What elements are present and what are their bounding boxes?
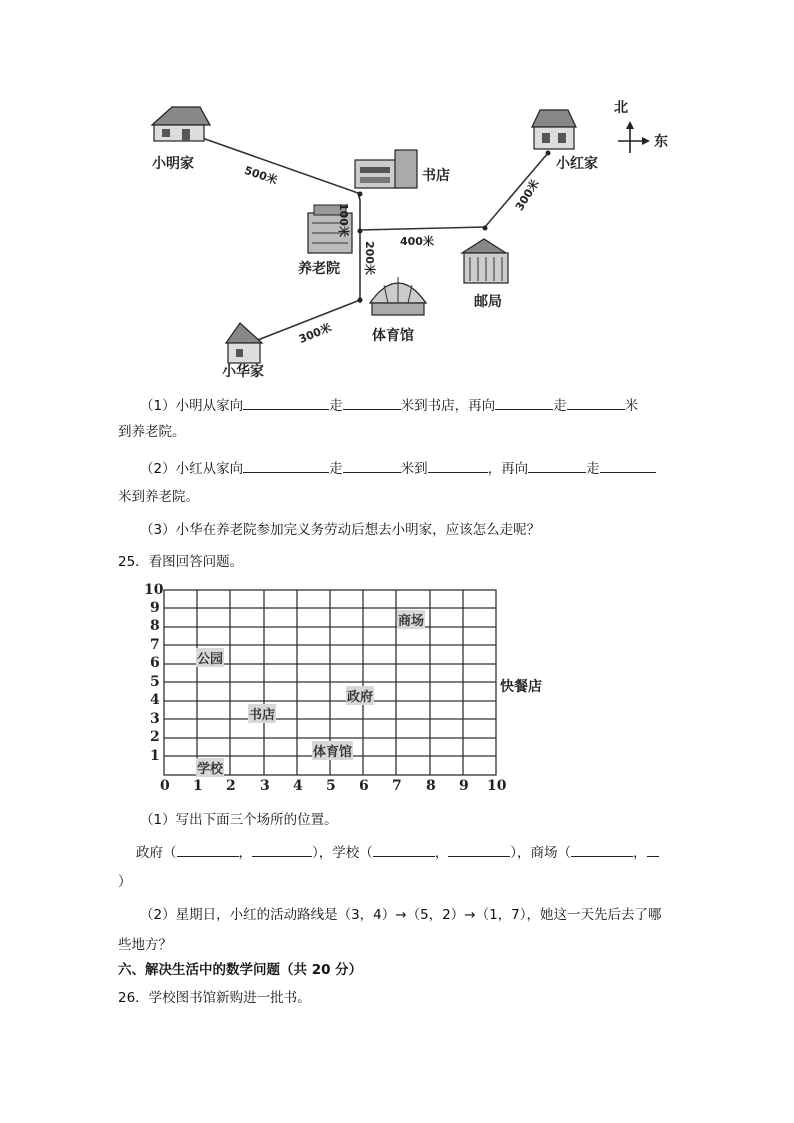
q24-p1-blank-distance1[interactable] bbox=[343, 395, 401, 410]
route-map bbox=[140, 95, 680, 385]
post-office-building-icon bbox=[462, 239, 508, 283]
q25-part2-line1: （2）星期日，小红的活动路线是（3，4）→（5，2）→（1，7），她这一天先后去了哪 bbox=[140, 907, 662, 923]
map-label-post-office: 邮局 bbox=[474, 294, 502, 310]
q25-school-blank-y[interactable] bbox=[448, 842, 510, 857]
q24-p2-blank-place[interactable] bbox=[428, 458, 488, 473]
q24-p2-text-a: （2）小红从家向 bbox=[140, 461, 244, 477]
distance-nursing-gym: 200米 bbox=[363, 241, 376, 275]
q24-p2-blank-direction2[interactable] bbox=[528, 458, 586, 473]
x-tick-4: 4 bbox=[293, 778, 303, 794]
y-tick-7: 7 bbox=[150, 637, 160, 653]
q25-part1: （1）写出下面三个场所的位置。 bbox=[140, 812, 338, 828]
y-tick-9: 9 bbox=[150, 600, 160, 616]
y-tick-1: 1 bbox=[150, 748, 160, 764]
x-tick-3: 3 bbox=[260, 778, 270, 794]
grid-label-gym: 体育馆 bbox=[312, 741, 353, 760]
q24-part1-line1 bbox=[140, 395, 638, 416]
q24-part2-line2: 米到养老院。 bbox=[118, 489, 199, 505]
q24-p2-blank-distance1[interactable] bbox=[343, 458, 401, 473]
q25-gov-label: 政府（ bbox=[136, 845, 177, 861]
q25-mall-comma: ， bbox=[633, 845, 647, 861]
q24-p1-blank-distance2[interactable] bbox=[567, 395, 625, 410]
q24-p2-blank-distance2[interactable] bbox=[600, 458, 656, 473]
compass-icon bbox=[618, 121, 650, 153]
y-tick-6: 6 bbox=[150, 655, 160, 671]
x-tick-5: 5 bbox=[326, 778, 336, 794]
compass-east-label: 东 bbox=[654, 134, 668, 150]
grid-label-park: 公园 bbox=[196, 648, 224, 667]
q24-p1-text-c: 米到书店，再向 bbox=[400, 398, 496, 414]
map-label-gym: 体育馆 bbox=[372, 328, 414, 344]
q24-p1-text-b: 走 bbox=[329, 398, 343, 414]
q24-p1-blank-direction1[interactable] bbox=[243, 395, 329, 410]
x-tick-7: 7 bbox=[392, 778, 402, 794]
map-label-nursing-home: 养老院 bbox=[298, 261, 340, 277]
q24-p2-blank-direction1[interactable] bbox=[243, 458, 329, 473]
q24-part3: （3）小华在养老院参加完义务劳动后想去小明家，应该怎么走呢？ bbox=[140, 522, 541, 538]
xiaohong-house-icon bbox=[532, 110, 576, 149]
q24-part1-line2: 到养老院。 bbox=[118, 424, 186, 440]
y-tick-3: 3 bbox=[150, 711, 160, 727]
q25-part1-answers bbox=[136, 842, 659, 863]
x-tick-2: 2 bbox=[226, 778, 236, 794]
gym-dome-icon bbox=[370, 277, 426, 315]
y-tick-10: 10 bbox=[144, 582, 164, 598]
q24-p2-text-b: 走 bbox=[329, 461, 343, 477]
map-label-xiaoming: 小明家 bbox=[152, 156, 194, 172]
grid-label-mall: 商场 bbox=[397, 610, 425, 629]
q24-p2-text-e: 走 bbox=[586, 461, 600, 477]
section6-title: 六、解决生活中的数学问题（共 20 分） bbox=[118, 962, 363, 978]
y-tick-2: 2 bbox=[150, 729, 160, 745]
x-tick-9: 9 bbox=[459, 778, 469, 794]
grid-label-bookstore: 书店 bbox=[248, 704, 276, 723]
y-tick-8: 8 bbox=[150, 618, 160, 634]
grid-label-fastfood: 快餐店 bbox=[500, 679, 542, 695]
distance-xiaoming-bookstore: 500米 bbox=[242, 163, 279, 188]
distance-bookstore-nursing: 100米 bbox=[337, 203, 350, 237]
grid-label-school: 学校 bbox=[196, 758, 224, 777]
q25-mall-label: ），商场（ bbox=[510, 845, 571, 861]
compass-north-label: 北 bbox=[614, 100, 628, 116]
q25-part2-line2: 些地方？ bbox=[118, 937, 172, 953]
x-tick-8: 8 bbox=[426, 778, 436, 794]
distance-gym-xiaohua: 300米 bbox=[296, 321, 334, 346]
grid-label-government: 政府 bbox=[346, 686, 374, 705]
bookstore-building-icon bbox=[355, 150, 417, 188]
q25-close-paren: ） bbox=[118, 874, 132, 890]
coordinate-grid bbox=[140, 580, 560, 800]
q25-title: 25．看图回答问题。 bbox=[118, 554, 244, 570]
q25-school-blank-x[interactable] bbox=[373, 842, 435, 857]
q25-school-comma: ， bbox=[434, 845, 449, 861]
q24-p1-text-a: （1）小明从家向 bbox=[140, 398, 244, 414]
q26-text: 26．学校图书馆新购进一批书。 bbox=[118, 990, 311, 1006]
y-tick-4: 4 bbox=[150, 692, 160, 708]
x-tick-6: 6 bbox=[359, 778, 369, 794]
map-label-bookstore: 书店 bbox=[422, 168, 450, 184]
q24-p1-blank-direction2[interactable] bbox=[495, 395, 553, 410]
q24-p2-text-c: 米到 bbox=[400, 461, 428, 477]
map-label-xiaohua: 小华家 bbox=[222, 364, 264, 380]
x-tick-0: 0 bbox=[160, 778, 170, 794]
distance-post-xiaohong: 300米 bbox=[512, 177, 542, 214]
q24-part2-line1 bbox=[140, 458, 656, 479]
y-tick-5: 5 bbox=[150, 674, 160, 690]
x-tick-10: 10 bbox=[487, 778, 507, 794]
q24-p2-text-d: ，再向 bbox=[487, 461, 529, 477]
q25-gov-blank-y[interactable] bbox=[252, 842, 312, 857]
q25-mall-blank-x[interactable] bbox=[571, 842, 633, 857]
q25-school-label: ），学校（ bbox=[312, 845, 373, 861]
q25-gov-blank-x[interactable] bbox=[177, 842, 239, 857]
q24-p1-text-d: 走 bbox=[553, 398, 567, 414]
x-tick-1: 1 bbox=[193, 778, 203, 794]
xiaohua-house-icon bbox=[226, 323, 262, 363]
q25-mall-blank-y[interactable] bbox=[647, 842, 659, 857]
distance-nursing-post: 400米 bbox=[400, 235, 434, 248]
xiaoming-house-icon bbox=[152, 107, 210, 141]
q24-p1-text-e: 米 bbox=[624, 398, 639, 414]
map-label-xiaohong: 小红家 bbox=[556, 156, 598, 172]
q25-gov-comma: ， bbox=[238, 845, 252, 861]
